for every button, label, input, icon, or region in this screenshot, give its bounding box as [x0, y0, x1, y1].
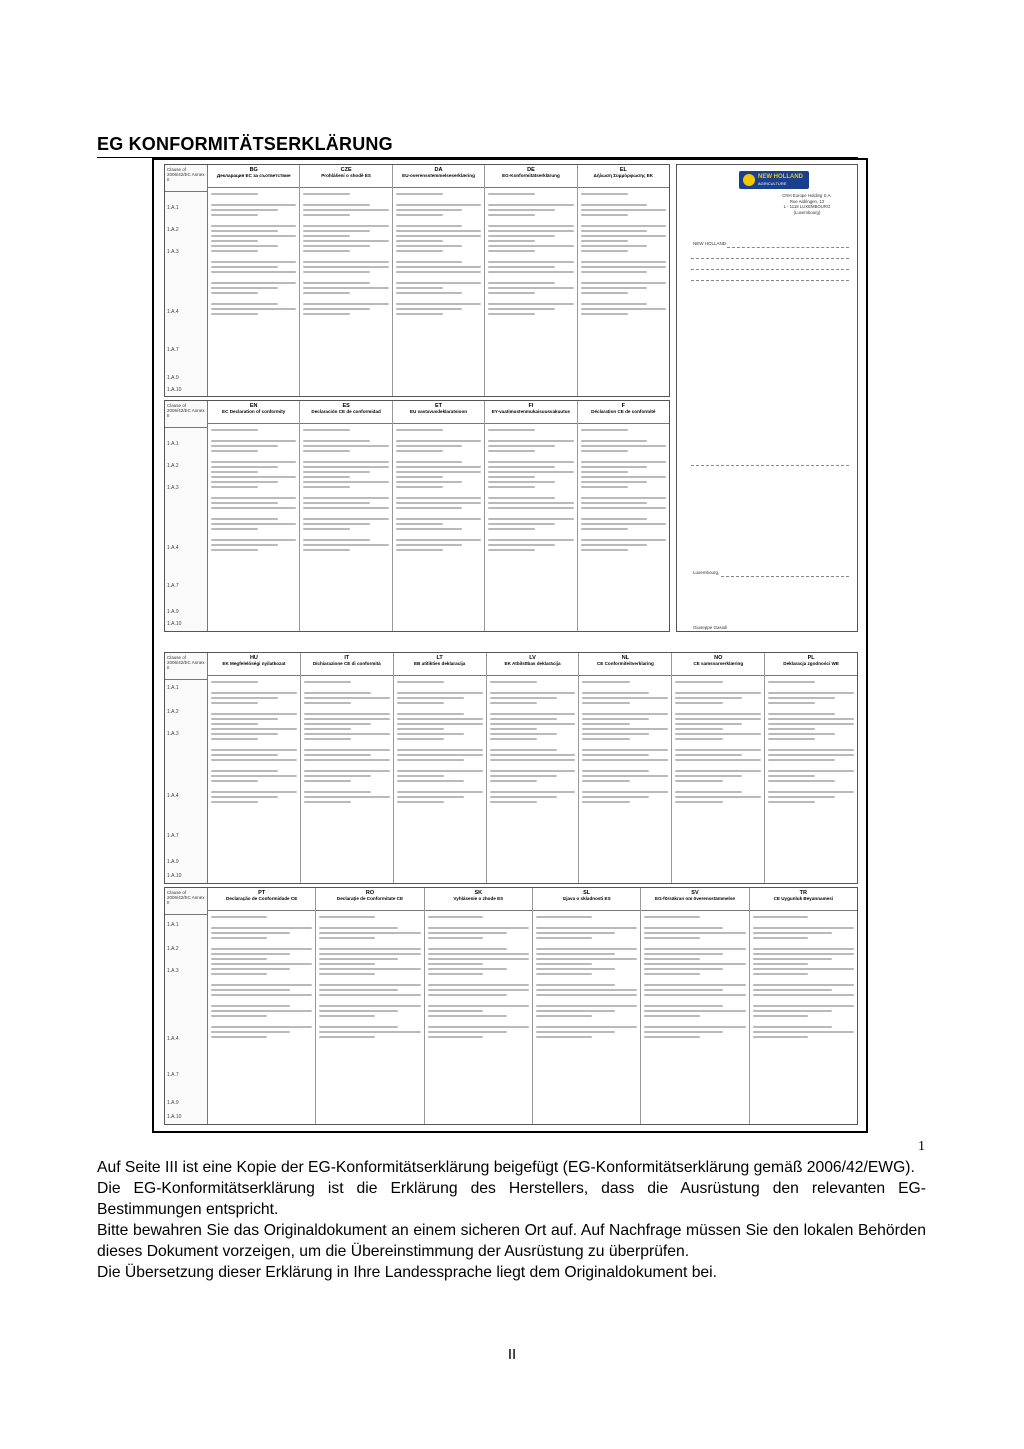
language-code: EL	[619, 167, 627, 173]
language-heading: Izjava o skladnosti ES	[533, 896, 640, 911]
declaration-table-a	[164, 164, 670, 397]
row-label: 1.A.3	[167, 249, 179, 255]
language-heading: EG-Konformitätserklärung	[485, 173, 576, 188]
language-column-bg	[208, 165, 300, 396]
row-label: 1.A.10	[167, 1114, 182, 1120]
language-heading: EC Declaration of conformity	[208, 409, 299, 424]
language-heading: CE Conformiteitverklaring	[579, 661, 671, 676]
address-line: L - 1118 LUXEMBOURG	[783, 204, 831, 209]
page-footer-number: II	[507, 1346, 517, 1363]
row-label: 1.A.4	[167, 793, 179, 799]
language-column-es	[300, 401, 392, 631]
clause-header: Clause of 2006/42/EC Annex II	[165, 653, 207, 680]
language-column-sk	[425, 888, 533, 1124]
row-label: 1.A.3	[167, 731, 179, 737]
row-label: 1.A.1	[167, 922, 179, 928]
clause-column	[165, 653, 208, 883]
row-label: 1.A.1	[167, 685, 179, 691]
language-heading: EK Atbilstības deklarācija	[487, 661, 579, 676]
language-column-fi	[485, 401, 577, 631]
address-line: (Luxembourg)	[793, 209, 821, 215]
language-heading: EG-försäkran om överensstämmelse	[641, 896, 748, 911]
language-code: FI	[528, 403, 534, 409]
clause-column	[165, 401, 208, 631]
address-line: Rue Aldringen, 13	[789, 198, 825, 204]
declaration-table-c	[164, 652, 858, 884]
language-heading: Déclaration CE de conformité	[578, 409, 669, 424]
figure-page-number: 1	[918, 1139, 925, 1154]
logo-subtext: AGRICULTURE	[758, 181, 787, 186]
row-label: 1.A.2	[167, 463, 179, 469]
address-line: CNH Europe Holding S.A.	[782, 193, 832, 198]
row-label: 1.A.9	[167, 1100, 179, 1106]
page-title: EG KONFORMITÄTSERKLÄRUNG	[97, 134, 393, 154]
paragraph: Die Übersetzung dieser Erklärung in Ihre Landessprache liegt dem Originaldokument bei.	[97, 1264, 717, 1281]
date-line	[721, 576, 849, 578]
signer-name: Giuseppe Gasioli	[693, 625, 728, 630]
language-code: BG	[249, 167, 258, 173]
language-column-nl	[579, 653, 672, 883]
language-code: CZE	[340, 167, 352, 173]
language-code: ET	[435, 403, 443, 409]
declaration-table-b	[164, 400, 670, 632]
language-code: LT	[436, 655, 443, 661]
language-column-pt	[208, 888, 316, 1124]
paragraph: Bitte bewahren Sie das Originaldokument an einem sicheren Ort auf. Auf Nachfrage müssen Sie den lokalen Behörden dieses Dokument vorzeigen, um die Übereinstimmung der Ausrüstung zu überprüfen.	[97, 1222, 926, 1260]
clause-column	[165, 165, 208, 396]
language-column-sv	[641, 888, 749, 1124]
language-heading: CE samsvarserklæring	[672, 661, 764, 676]
row-label: 1.A.1	[167, 441, 179, 447]
language-column-sl	[533, 888, 641, 1124]
body-text	[97, 1157, 926, 1283]
row-label: 1.A.7	[167, 347, 179, 353]
language-column-tr	[750, 888, 857, 1124]
language-code: PL	[807, 655, 815, 661]
language-heading: Deklaracja zgodności WE	[765, 661, 857, 676]
new-holland-logo	[739, 171, 809, 189]
language-column-en	[208, 401, 300, 631]
language-heading: Declaración CE de conformidad	[300, 409, 391, 424]
language-code: EN	[249, 403, 258, 409]
language-heading: Dichiarazione CE di conformità	[301, 661, 393, 676]
language-heading: Declaração de Conformidade CE	[208, 896, 315, 911]
clause-header: Clause of 2006/42/EC Annex II	[165, 165, 207, 192]
language-column-da	[393, 165, 485, 396]
language-heading: EY-vaatimustenmukaisuusvakuutus	[485, 409, 576, 424]
brand-line: NEW HOLLAND	[693, 241, 727, 246]
logo-text: NEW HOLLAND	[758, 174, 803, 180]
row-label: 1.A.2	[167, 709, 179, 715]
language-heading: EK Megfelelőségi nyilatkozat	[208, 661, 300, 676]
clause-header: Clause of 2006/42/EC Annex II	[165, 401, 207, 428]
clause-column	[165, 888, 208, 1124]
row-label: 1.A.9	[167, 375, 179, 381]
language-code: SK	[474, 890, 483, 896]
row-label: 1.A.9	[167, 609, 179, 615]
language-column-it	[301, 653, 394, 883]
row-label: 1.A.2	[167, 227, 179, 233]
paragraph: Auf Seite III ist eine Kopie der EG-Konformitätserklärung beigefügt (EG-Konformitätserklärung gemäß 2006/42/EWG).	[97, 1159, 915, 1176]
row-label: 1.A.10	[167, 387, 182, 393]
language-column-ro	[316, 888, 424, 1124]
language-heading: EU-overensstemmelseserklæring	[393, 173, 484, 188]
row-label: 1.A.4	[167, 309, 179, 315]
language-code: NO	[714, 655, 723, 661]
language-code: DA	[434, 167, 443, 173]
language-column-pl	[765, 653, 857, 883]
row-label: 1.A.10	[167, 621, 182, 627]
language-column-fr	[578, 401, 669, 631]
language-column-et	[393, 401, 485, 631]
language-heading: Декларация ЕС за съответствие	[208, 173, 299, 188]
leaf-emblem-icon	[743, 174, 755, 186]
language-code: F	[621, 403, 626, 409]
row-label: 1.A.10	[167, 873, 182, 879]
fill-line	[691, 465, 849, 467]
row-label: 1.A.7	[167, 1072, 179, 1078]
row-label: 1.A.7	[167, 833, 179, 839]
fill-line	[691, 258, 849, 260]
language-column-el	[578, 165, 669, 396]
language-column-no	[672, 653, 765, 883]
paragraph: Die EG-Konformitätserklärung ist die Erklärung des Herstellers, dass die Ausrüstung den relevanten EG-Bestimmungen entspricht.	[97, 1180, 926, 1218]
language-column-lv	[487, 653, 580, 883]
language-heading: CE Uygunluk Beyannamesi	[750, 896, 857, 911]
language-code: ES	[342, 403, 350, 409]
fill-line	[691, 269, 849, 271]
language-heading: Declarație de Conformitate CE	[316, 896, 423, 911]
row-label: 1.A.4	[167, 1036, 179, 1042]
row-label: 1.A.9	[167, 859, 179, 865]
language-heading: Δήλωση Συμμόρφωσης ΕΚ	[578, 173, 669, 188]
language-heading: Vyhlásenie o zhode ES	[425, 896, 532, 911]
row-label: 1.A.3	[167, 968, 179, 974]
language-code: SL	[583, 890, 591, 896]
language-code: LV	[529, 655, 536, 661]
fill-line	[691, 280, 849, 282]
language-code: NL	[621, 655, 630, 661]
row-label: 1.A.7	[167, 583, 179, 589]
language-code: DE	[527, 167, 535, 173]
row-label: 1.A.1	[167, 205, 179, 211]
language-heading: EU vastavusdeklaratsioon	[393, 409, 484, 424]
language-column-cze	[300, 165, 392, 396]
declaration-document-image	[152, 158, 868, 1133]
language-heading: EB atitikties deklaracija	[394, 661, 486, 676]
fill-line	[727, 247, 849, 249]
row-label: 1.A.2	[167, 946, 179, 952]
language-code: RO	[365, 890, 375, 896]
language-code: PT	[258, 890, 266, 896]
row-label: 1.A.4	[167, 545, 179, 551]
place-label: Luxembourg,	[693, 570, 720, 575]
language-code: IT	[344, 655, 350, 661]
language-heading: Prohlášení o shodě ES	[300, 173, 391, 188]
language-column-lt	[394, 653, 487, 883]
declaration-table-d	[164, 887, 858, 1125]
language-code: HU	[249, 655, 258, 661]
clause-header: Clause of 2006/42/EC Annex II	[165, 888, 207, 915]
language-column-hu	[208, 653, 301, 883]
language-code: SV	[691, 890, 699, 896]
manufacturer-panel	[676, 164, 858, 632]
manufacturer-address	[767, 193, 847, 215]
language-column-de	[485, 165, 577, 396]
row-label: 1.A.3	[167, 485, 179, 491]
language-code: TR	[799, 890, 807, 896]
